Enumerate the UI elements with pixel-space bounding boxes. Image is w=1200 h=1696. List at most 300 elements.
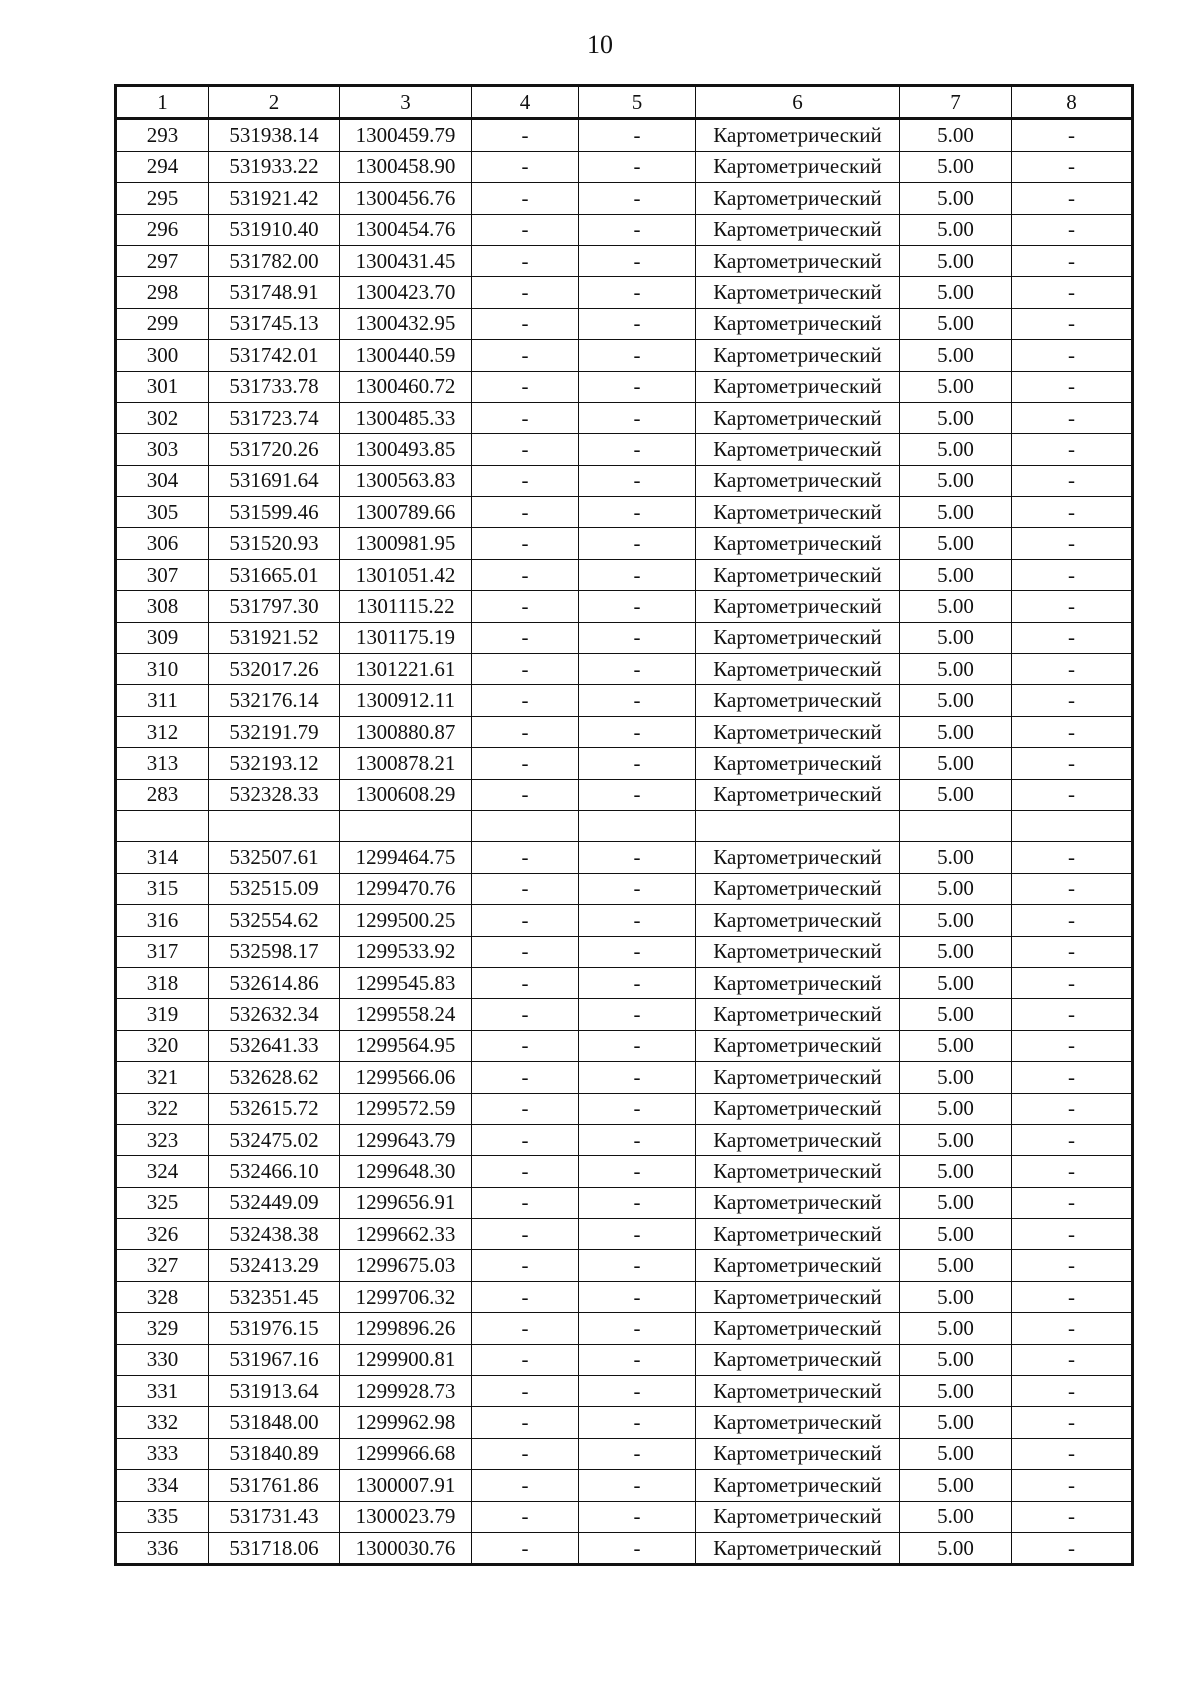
method-cell: Картометрический	[696, 1344, 900, 1375]
x-coordinate-cell: 531599.46	[209, 497, 340, 528]
table-row	[116, 1124, 1133, 1155]
y-coordinate-cell: 1299706.32	[340, 1281, 472, 1312]
method-cell: Картометрический	[696, 1532, 900, 1564]
point-number-cell: 313	[116, 748, 209, 779]
col4-cell: -	[472, 936, 579, 967]
col4-cell: -	[472, 1093, 579, 1124]
col8-cell: -	[1012, 371, 1133, 402]
x-coordinate-cell: 531782.00	[209, 245, 340, 276]
y-coordinate-cell: 1299545.83	[340, 967, 472, 998]
x-coordinate-cell: 532628.62	[209, 1062, 340, 1093]
x-coordinate-cell: 532507.61	[209, 842, 340, 873]
point-number-cell: 312	[116, 716, 209, 747]
table-row	[116, 1219, 1133, 1250]
column-header: 3	[340, 86, 472, 119]
col4-cell: -	[472, 1470, 579, 1501]
x-coordinate-cell: 531745.13	[209, 308, 340, 339]
col8-cell: -	[1012, 1124, 1133, 1155]
column-header: 8	[1012, 86, 1133, 119]
col5-cell: -	[579, 559, 696, 590]
column-header: 2	[209, 86, 340, 119]
y-coordinate-cell: 1300432.95	[340, 308, 472, 339]
col8-cell: -	[1012, 277, 1133, 308]
column-header: 1	[116, 86, 209, 119]
point-number-cell: 320	[116, 1030, 209, 1061]
x-coordinate-cell: 531723.74	[209, 402, 340, 433]
y-coordinate-cell: 1301051.42	[340, 559, 472, 590]
col5-cell: -	[579, 1407, 696, 1438]
point-number-cell: 304	[116, 465, 209, 496]
method-cell: Картометрический	[696, 1250, 900, 1281]
col4-cell: -	[472, 434, 579, 465]
col8-cell: -	[1012, 151, 1133, 182]
point-number-cell: 318	[116, 967, 209, 998]
point-number-cell: 301	[116, 371, 209, 402]
method-cell: Картометрический	[696, 842, 900, 873]
accuracy-cell: 5.00	[900, 151, 1012, 182]
y-coordinate-cell: 1299564.95	[340, 1030, 472, 1061]
accuracy-cell: 5.00	[900, 1093, 1012, 1124]
point-number-cell: 300	[116, 340, 209, 371]
col8-cell: -	[1012, 245, 1133, 276]
col4-cell: -	[472, 842, 579, 873]
method-cell: Картометрический	[696, 716, 900, 747]
method-cell: Картометрический	[696, 465, 900, 496]
table-row	[116, 340, 1133, 371]
col5-cell: -	[579, 873, 696, 904]
col4-cell: -	[472, 1438, 579, 1469]
accuracy-cell: 5.00	[900, 1062, 1012, 1093]
table-row	[116, 1062, 1133, 1093]
method-cell: Картометрический	[696, 1376, 900, 1407]
col5-cell: -	[579, 402, 696, 433]
point-number-cell: 311	[116, 685, 209, 716]
y-coordinate-cell: 1300023.79	[340, 1501, 472, 1532]
col4-cell: -	[472, 654, 579, 685]
col8-cell: -	[1012, 748, 1133, 779]
accuracy-cell: 5.00	[900, 371, 1012, 402]
col5-cell: -	[579, 842, 696, 873]
col4-cell: -	[472, 1062, 579, 1093]
method-cell: Картометрический	[696, 654, 900, 685]
accuracy-cell: 5.00	[900, 1501, 1012, 1532]
header-row	[116, 86, 1133, 119]
col8-cell: -	[1012, 1156, 1133, 1187]
col8-cell: -	[1012, 716, 1133, 747]
col4-cell: -	[472, 1250, 579, 1281]
point-number-cell: 325	[116, 1187, 209, 1218]
y-coordinate-cell: 1299558.24	[340, 999, 472, 1030]
point-number-cell: 322	[116, 1093, 209, 1124]
table-row	[116, 308, 1133, 339]
col4-cell: -	[472, 119, 579, 151]
point-number-cell: 299	[116, 308, 209, 339]
point-number-cell: 308	[116, 591, 209, 622]
col8-cell: -	[1012, 779, 1133, 810]
method-cell: Картометрический	[696, 1313, 900, 1344]
x-coordinate-cell: 532176.14	[209, 685, 340, 716]
y-coordinate-cell: 1300007.91	[340, 1470, 472, 1501]
y-coordinate-cell: 1300878.21	[340, 748, 472, 779]
col5-cell: -	[579, 434, 696, 465]
accuracy-cell: 5.00	[900, 999, 1012, 1030]
x-coordinate-cell: 532614.86	[209, 967, 340, 998]
y-coordinate-cell: 1299464.75	[340, 842, 472, 873]
accuracy-cell: 5.00	[900, 119, 1012, 151]
col4-cell: -	[472, 685, 579, 716]
x-coordinate-cell: 532191.79	[209, 716, 340, 747]
point-number-cell: 331	[116, 1376, 209, 1407]
table-row	[116, 905, 1133, 936]
col4-cell: -	[472, 183, 579, 214]
table-row	[116, 1187, 1133, 1218]
col5-cell: -	[579, 936, 696, 967]
method-cell: Картометрический	[696, 905, 900, 936]
y-coordinate-cell: 1300981.95	[340, 528, 472, 559]
point-number-cell: 309	[116, 622, 209, 653]
x-coordinate-cell: 532193.12	[209, 748, 340, 779]
col4-cell: -	[472, 1030, 579, 1061]
col8-cell: -	[1012, 465, 1133, 496]
method-cell: Картометрический	[696, 967, 900, 998]
col4-cell: -	[472, 622, 579, 653]
method-cell: Картометрический	[696, 591, 900, 622]
accuracy-cell: 5.00	[900, 465, 1012, 496]
point-number-cell: 297	[116, 245, 209, 276]
col4-cell: -	[472, 779, 579, 810]
col4-cell: -	[472, 371, 579, 402]
method-cell: Картометрический	[696, 936, 900, 967]
accuracy-cell: 5.00	[900, 1470, 1012, 1501]
table-row	[116, 371, 1133, 402]
col4-cell: -	[472, 528, 579, 559]
col8-cell: -	[1012, 402, 1133, 433]
method-cell: Картометрический	[696, 1281, 900, 1312]
accuracy-cell: 5.00	[900, 214, 1012, 245]
col8-cell: -	[1012, 936, 1133, 967]
col8-cell: -	[1012, 214, 1133, 245]
x-coordinate-cell: 532351.45	[209, 1281, 340, 1312]
x-coordinate-cell: 531742.01	[209, 340, 340, 371]
col8-cell: -	[1012, 434, 1133, 465]
col4-cell: -	[472, 1156, 579, 1187]
method-cell: Картометрический	[696, 1470, 900, 1501]
point-number-cell: 316	[116, 905, 209, 936]
col5-cell: -	[579, 748, 696, 779]
col5-cell: -	[579, 591, 696, 622]
table-row	[116, 1438, 1133, 1469]
accuracy-cell: 5.00	[900, 748, 1012, 779]
col5-cell: -	[579, 1187, 696, 1218]
table-row	[116, 465, 1133, 496]
method-cell: Картометрический	[696, 497, 900, 528]
col5-cell: -	[579, 1219, 696, 1250]
table-row	[116, 1156, 1133, 1187]
accuracy-cell: 5.00	[900, 873, 1012, 904]
table-row	[116, 654, 1133, 685]
method-cell: Картометрический	[696, 308, 900, 339]
accuracy-cell: 5.00	[900, 842, 1012, 873]
col5-cell: -	[579, 245, 696, 276]
table-row	[116, 873, 1133, 904]
col8-cell: -	[1012, 1344, 1133, 1375]
accuracy-cell: 5.00	[900, 1187, 1012, 1218]
col5-cell: -	[579, 1062, 696, 1093]
column-header: 5	[579, 86, 696, 119]
col4-cell: -	[472, 873, 579, 904]
point-number-cell: 327	[116, 1250, 209, 1281]
accuracy-cell: 5.00	[900, 1344, 1012, 1375]
col5-cell: -	[579, 497, 696, 528]
col4-cell: -	[472, 1376, 579, 1407]
y-coordinate-cell: 1300460.72	[340, 371, 472, 402]
accuracy-cell: 5.00	[900, 779, 1012, 810]
col8-cell: -	[1012, 1376, 1133, 1407]
accuracy-cell: 5.00	[900, 1156, 1012, 1187]
col5-cell: -	[579, 308, 696, 339]
y-coordinate-cell: 1299966.68	[340, 1438, 472, 1469]
col8-cell: -	[1012, 999, 1133, 1030]
y-coordinate-cell: 1300454.76	[340, 214, 472, 245]
point-number-cell: 305	[116, 497, 209, 528]
col5-cell: -	[579, 779, 696, 810]
y-coordinate-cell: 1300456.76	[340, 183, 472, 214]
accuracy-cell: 5.00	[900, 1532, 1012, 1564]
col4-cell: -	[472, 1281, 579, 1312]
method-cell	[696, 810, 900, 841]
col4-cell: -	[472, 1187, 579, 1218]
y-coordinate-cell: 1299643.79	[340, 1124, 472, 1155]
table-row	[116, 1250, 1133, 1281]
y-coordinate-cell: 1300458.90	[340, 151, 472, 182]
table-row	[116, 1344, 1133, 1375]
col8-cell: -	[1012, 1062, 1133, 1093]
col5-cell: -	[579, 151, 696, 182]
method-cell: Картометрический	[696, 622, 900, 653]
table-row	[116, 559, 1133, 590]
method-cell: Картометрический	[696, 183, 900, 214]
method-cell: Картометрический	[696, 1219, 900, 1250]
col8-cell: -	[1012, 1313, 1133, 1344]
col4-cell	[472, 810, 579, 841]
y-coordinate-cell: 1299500.25	[340, 905, 472, 936]
col4-cell: -	[472, 559, 579, 590]
y-coordinate-cell: 1300493.85	[340, 434, 472, 465]
point-number-cell: 330	[116, 1344, 209, 1375]
y-coordinate-cell	[340, 810, 472, 841]
accuracy-cell: 5.00	[900, 654, 1012, 685]
col4-cell: -	[472, 905, 579, 936]
x-coordinate-cell: 531933.22	[209, 151, 340, 182]
col8-cell: -	[1012, 308, 1133, 339]
table-row	[116, 1281, 1133, 1312]
method-cell: Картометрический	[696, 779, 900, 810]
accuracy-cell: 5.00	[900, 402, 1012, 433]
y-coordinate-cell: 1299928.73	[340, 1376, 472, 1407]
col8-cell: -	[1012, 591, 1133, 622]
point-number-cell: 315	[116, 873, 209, 904]
col4-cell: -	[472, 1501, 579, 1532]
y-coordinate-cell: 1300912.11	[340, 685, 472, 716]
y-coordinate-cell: 1300431.45	[340, 245, 472, 276]
col5-cell: -	[579, 528, 696, 559]
y-coordinate-cell: 1301221.61	[340, 654, 472, 685]
col4-cell: -	[472, 245, 579, 276]
col8-cell: -	[1012, 1219, 1133, 1250]
accuracy-cell: 5.00	[900, 1281, 1012, 1312]
col5-cell: -	[579, 1438, 696, 1469]
col4-cell: -	[472, 1313, 579, 1344]
table-row	[116, 214, 1133, 245]
x-coordinate-cell: 531910.40	[209, 214, 340, 245]
col8-cell: -	[1012, 622, 1133, 653]
col4-cell: -	[472, 1219, 579, 1250]
point-number-cell: 306	[116, 528, 209, 559]
col8-cell: -	[1012, 119, 1133, 151]
column-header: 7	[900, 86, 1012, 119]
col5-cell: -	[579, 1344, 696, 1375]
method-cell: Картометрический	[696, 1438, 900, 1469]
col5-cell	[579, 810, 696, 841]
y-coordinate-cell: 1300485.33	[340, 402, 472, 433]
col8-cell: -	[1012, 967, 1133, 998]
col4-cell: -	[472, 1344, 579, 1375]
col8-cell: -	[1012, 1501, 1133, 1532]
x-coordinate-cell: 532438.38	[209, 1219, 340, 1250]
method-cell: Картометрический	[696, 559, 900, 590]
col5-cell: -	[579, 1501, 696, 1532]
x-coordinate-cell: 531797.30	[209, 591, 340, 622]
point-number-cell: 334	[116, 1470, 209, 1501]
table-row	[116, 1376, 1133, 1407]
col4-cell: -	[472, 748, 579, 779]
method-cell: Картометрический	[696, 528, 900, 559]
col4-cell: -	[472, 340, 579, 371]
method-cell: Картометрический	[696, 402, 900, 433]
y-coordinate-cell: 1299962.98	[340, 1407, 472, 1438]
coordinates-table	[114, 84, 1134, 1566]
table-row	[116, 999, 1133, 1030]
x-coordinate-cell: 531748.91	[209, 277, 340, 308]
accuracy-cell: 5.00	[900, 1030, 1012, 1061]
accuracy-cell: 5.00	[900, 340, 1012, 371]
method-cell: Картометрический	[696, 1124, 900, 1155]
x-coordinate-cell: 532554.62	[209, 905, 340, 936]
method-cell: Картометрический	[696, 873, 900, 904]
x-coordinate-cell: 532598.17	[209, 936, 340, 967]
y-coordinate-cell: 1299656.91	[340, 1187, 472, 1218]
col8-cell: -	[1012, 1281, 1133, 1312]
table-row	[116, 528, 1133, 559]
table-row	[116, 1407, 1133, 1438]
y-coordinate-cell: 1300423.70	[340, 277, 472, 308]
col5-cell: -	[579, 1376, 696, 1407]
table-row	[116, 716, 1133, 747]
col8-cell: -	[1012, 183, 1133, 214]
x-coordinate-cell: 531921.42	[209, 183, 340, 214]
y-coordinate-cell: 1300789.66	[340, 497, 472, 528]
table-row	[116, 434, 1133, 465]
accuracy-cell: 5.00	[900, 905, 1012, 936]
table-row	[116, 779, 1133, 810]
col8-cell: -	[1012, 340, 1133, 371]
point-number-cell: 298	[116, 277, 209, 308]
col8-cell: -	[1012, 905, 1133, 936]
method-cell: Картометрический	[696, 1187, 900, 1218]
x-coordinate-cell: 531520.93	[209, 528, 340, 559]
col8-cell: -	[1012, 1250, 1133, 1281]
y-coordinate-cell: 1300030.76	[340, 1532, 472, 1564]
col5-cell: -	[579, 340, 696, 371]
col5-cell: -	[579, 465, 696, 496]
col8-cell: -	[1012, 1532, 1133, 1564]
table-row	[116, 402, 1133, 433]
point-number-cell: 293	[116, 119, 209, 151]
col5-cell: -	[579, 622, 696, 653]
point-number-cell: 310	[116, 654, 209, 685]
y-coordinate-cell: 1299900.81	[340, 1344, 472, 1375]
col8-cell: -	[1012, 1407, 1133, 1438]
col4-cell: -	[472, 402, 579, 433]
x-coordinate-cell: 532632.34	[209, 999, 340, 1030]
point-number-cell: 323	[116, 1124, 209, 1155]
point-number-cell: 319	[116, 999, 209, 1030]
accuracy-cell: 5.00	[900, 1376, 1012, 1407]
table-row	[116, 842, 1133, 873]
x-coordinate-cell: 532475.02	[209, 1124, 340, 1155]
col4-cell: -	[472, 497, 579, 528]
method-cell: Картометрический	[696, 119, 900, 151]
page-number: 10	[587, 30, 613, 59]
y-coordinate-cell: 1299533.92	[340, 936, 472, 967]
col5-cell: -	[579, 214, 696, 245]
y-coordinate-cell: 1300608.29	[340, 779, 472, 810]
point-number-cell: 324	[116, 1156, 209, 1187]
x-coordinate-cell: 531921.52	[209, 622, 340, 653]
col4-cell: -	[472, 967, 579, 998]
col5-cell: -	[579, 1313, 696, 1344]
accuracy-cell: 5.00	[900, 936, 1012, 967]
accuracy-cell: 5.00	[900, 559, 1012, 590]
x-coordinate-cell: 531691.64	[209, 465, 340, 496]
accuracy-cell: 5.00	[900, 183, 1012, 214]
x-coordinate-cell: 531848.00	[209, 1407, 340, 1438]
point-number-cell: 332	[116, 1407, 209, 1438]
y-coordinate-cell: 1300459.79	[340, 119, 472, 151]
col5-cell: -	[579, 1093, 696, 1124]
accuracy-cell: 5.00	[900, 591, 1012, 622]
col8-cell: -	[1012, 685, 1133, 716]
y-coordinate-cell: 1301115.22	[340, 591, 472, 622]
x-coordinate-cell: 532449.09	[209, 1187, 340, 1218]
x-coordinate-cell: 531967.16	[209, 1344, 340, 1375]
col4-cell: -	[472, 999, 579, 1030]
col8-cell: -	[1012, 528, 1133, 559]
accuracy-cell: 5.00	[900, 1250, 1012, 1281]
col5-cell: -	[579, 967, 696, 998]
table-row	[116, 1093, 1133, 1124]
accuracy-cell: 5.00	[900, 716, 1012, 747]
method-cell: Картометрический	[696, 371, 900, 402]
y-coordinate-cell: 1299648.30	[340, 1156, 472, 1187]
x-coordinate-cell: 531761.86	[209, 1470, 340, 1501]
table-row	[116, 685, 1133, 716]
y-coordinate-cell: 1299675.03	[340, 1250, 472, 1281]
col5-cell: -	[579, 1124, 696, 1155]
accuracy-cell: 5.00	[900, 1313, 1012, 1344]
method-cell: Картометрический	[696, 748, 900, 779]
x-coordinate-cell: 532328.33	[209, 779, 340, 810]
